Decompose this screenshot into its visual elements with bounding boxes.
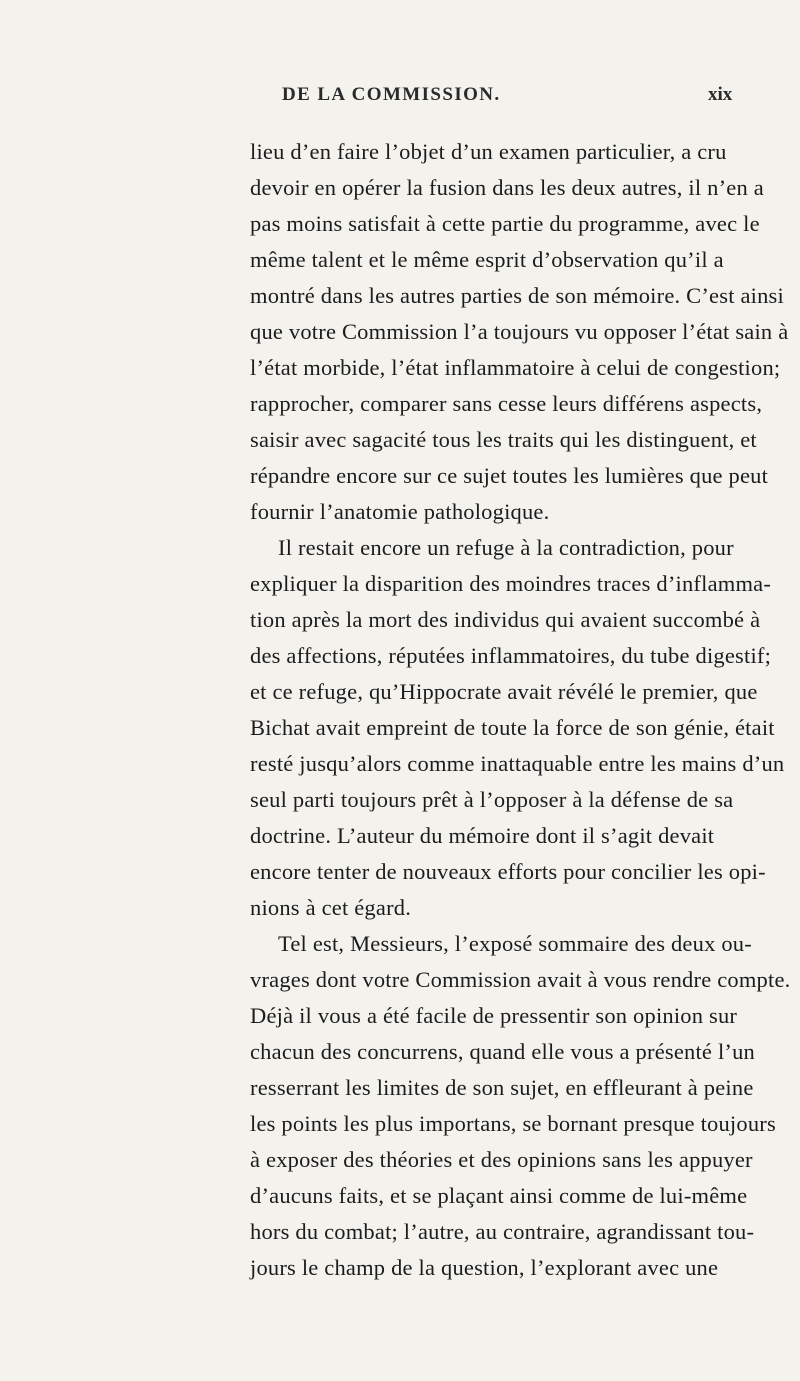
text-line: les points les plus importans, se bornant presque toujours [250,1111,776,1136]
text-line: seul parti toujours prêt à l’opposer à la défense de sa [250,787,734,812]
text-line: devoir en opérer la fusion dans les deux autres, il n’en a [250,175,764,200]
text-line: l’état morbide, l’état inflammatoire à celui de congestion; [250,355,781,380]
text-line: expliquer la disparition des moindres traces d’inflamma- [250,571,772,596]
text-line: montré dans les autres parties de son mémoire. C’est ainsi [250,283,784,308]
text-line: Il restait encore un refuge à la contradiction, pour [278,535,734,560]
text-line: des affections, réputées inflammatoires, du tube digestif; [250,643,772,668]
text-line: Bichat avait empreint de toute la force de son génie, était [250,715,775,740]
text-line: encore tenter de nouveaux efforts pour concilier les opi- [250,859,766,884]
text-line: à exposer des théories et des opinions sans les appuyer [250,1147,753,1172]
text-line: fournir l’anatomie pathologique. [250,499,550,524]
text-line: Tel est, Messieurs, l’exposé sommaire des deux ou- [278,931,752,956]
text-line: doctrine. L’auteur du mémoire dont il s’agit devait [250,823,715,848]
page-number: xix [708,84,733,105]
text-line: que votre Commission l’a toujours vu opposer l’état sain à [250,319,789,344]
text-line: tion après la mort des individus qui avaient succombé à [250,607,761,632]
text-line: jours le champ de la question, l’explorant avec une [250,1255,719,1280]
text-line: d’aucuns faits, et se plaçant ainsi comme de lui-même [250,1183,748,1208]
text-line: et ce refuge, qu’Hippocrate avait révélé le premier, que [250,679,758,704]
running-title: DE LA COMMISSION. [282,84,501,105]
running-head [250,84,780,114]
text-line: lieu d’en faire l’objet d’un examen particulier, a cru [250,139,727,164]
text-line: resserrant les limites de son sujet, en effleurant à peine [250,1075,754,1100]
text-line: hors du combat; l’autre, au contraire, agrandissant tou- [250,1219,755,1244]
text-line: Déjà il vous a été facile de pressentir son opinion sur [250,1003,738,1028]
text-line: chacun des concurrens, quand elle vous a présenté l’un [250,1039,755,1064]
text-line: pas moins satisfait à cette partie du programme, avec le [250,211,760,236]
text-line: saisir avec sagacité tous les traits qui les distinguent, et [250,427,757,452]
text-line: répandre encore sur ce sujet toutes les lumières que peut [250,463,769,488]
text-line: resté jusqu’alors comme inattaquable entre les mains d’un [250,751,785,776]
text-line: vrages dont votre Commission avait à vous rendre compte. [250,967,791,992]
text-line: nions à cet égard. [250,895,412,920]
text-line: rapprocher, comparer sans cesse leurs différens aspects, [250,391,763,416]
text-line: même talent et le même esprit d’observation qu’il a [250,247,724,272]
